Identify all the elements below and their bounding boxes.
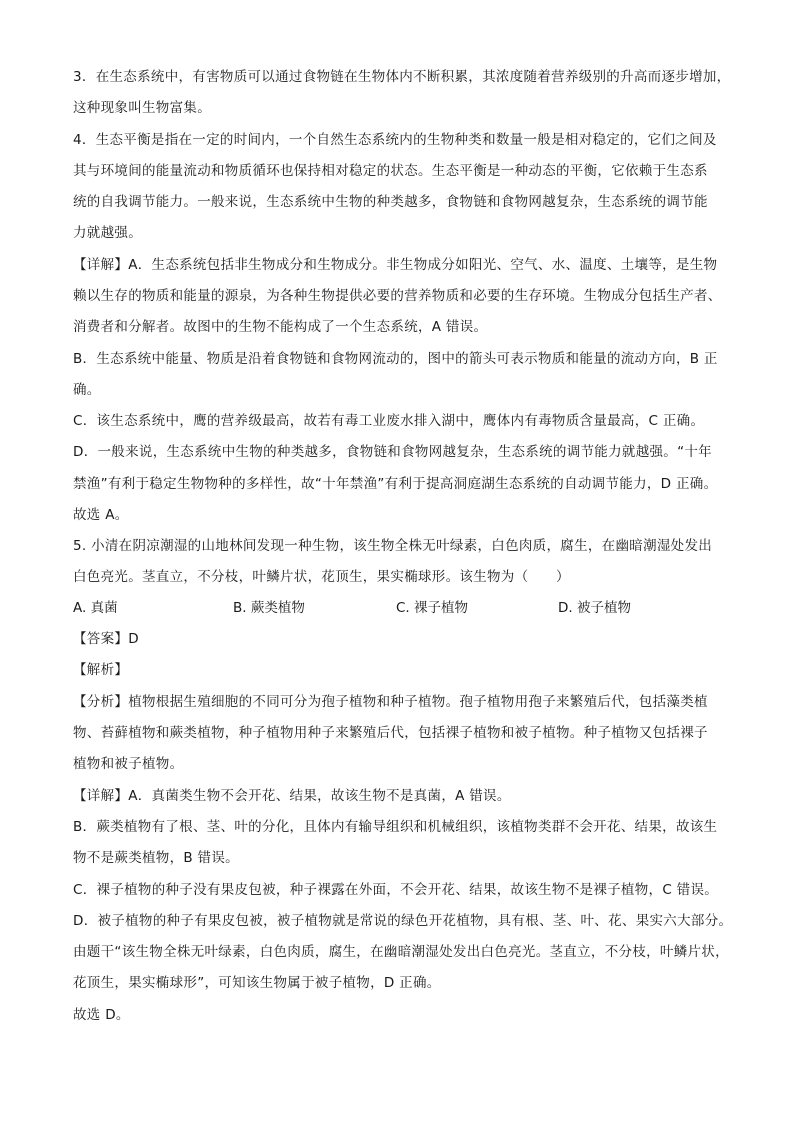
text-line: 确。 bbox=[73, 382, 101, 398]
text-line: 花顶生，果实椭球形”，可知该生物属于被子植物，D 正确。 bbox=[73, 975, 441, 991]
option-d: D. 被子植物 bbox=[558, 600, 631, 616]
text-line: 5. 小清在阴凉潮湿的山地林间发现一种生物，该生物全株无叶绿素，白色肉质，腐生，在幽暗潮湿处发出 bbox=[73, 538, 713, 554]
analysis-label: 【解析】 bbox=[73, 662, 129, 678]
option-a: A. 真菌 bbox=[73, 600, 118, 616]
text-line: 物不是蕨类植物，B 错误。 bbox=[73, 850, 239, 866]
text-line: 由题干“该生物全株无叶绿素，白色肉质，腐生，在幽暗潮湿处发出白色亮光。茎直立，不分枝，叶鳞片状， bbox=[73, 944, 729, 960]
text-line: 故选 D。 bbox=[73, 1007, 130, 1023]
text-line: D．被子植物的种子有果皮包被，被子植物就是常说的绿色开花植物，具有根、茎、叶、花、果实六大部分。 bbox=[73, 913, 733, 929]
text-line: 4．生态平衡是指在一定的时间内，一个自然生态系统内的生物种类和数量一般是相对稳定的，它们之间及 bbox=[73, 132, 717, 148]
text-line: 禁渔”有利于稳定生物物种的多样性，故“十年禁渔”有利于提高洞庭湖生态系统的自动调节能力，D 正确。 bbox=[73, 476, 718, 492]
text-line: 白色亮光。茎直立，不分枝，叶鳞片状，花顶生，果实椭球形。该生物为（ ） bbox=[73, 569, 570, 585]
text-line: 【分析】植物根据生殖细胞的不同可分为孢子植物和种子植物。孢子植物用孢子来繁殖后代，包括藻类植 bbox=[73, 694, 708, 710]
text-line: 消费者和分解者。故图中的生物不能构成了一个生态系统，A 错误。 bbox=[73, 319, 488, 335]
text-line: 统的自我调节能力。一般来说，生态系统中生物的种类越多，食物链和食物网越复杂，生态系统的调节能 bbox=[73, 194, 708, 210]
text-line: 其与环境间的能量流动和物质循环也保持相对稳定的状态。生态平衡是一种动态的平衡，它依赖于生态系 bbox=[73, 163, 708, 179]
text-line: 3．在生态系统中，有害物质可以通过食物链在生物体内不断积累，其浓度随着营养级别的升高而逐步增加， bbox=[73, 69, 731, 85]
text-line: C．该生态系统中，鹰的营养级最高，故若有毒工业废水排入湖中，鹰体内有毒物质含量最高，C 正确。 bbox=[73, 413, 705, 429]
answer-label: 【答案】D bbox=[73, 631, 139, 647]
text-line: 【详解】A．真菌类生物不会开花、结果，故该生物不是真菌，A 错误。 bbox=[73, 788, 511, 804]
text-line: C．裸子植物的种子没有果皮包被，种子裸露在外面，不会开花、结果，故该生物不是裸子植物，C 错误。 bbox=[73, 882, 719, 898]
text-line: 这种现象叫生物富集。 bbox=[73, 100, 211, 116]
text-line: D．一般来说，生态系统中生物的种类越多，食物链和食物网越复杂，生态系统的调节能力就越强。“十年 bbox=[73, 444, 712, 460]
option-c: C. 裸子植物 bbox=[396, 600, 469, 616]
text-line: 物、苔藓植物和蕨类植物，种子植物用种子来繁殖后代，包括裸子植物和被子植物。种子植物又包括裸子 bbox=[73, 725, 708, 741]
text-line: 【详解】A．生态系统包括非生物成分和生物成分。非生物成分如阳光、空气、水、温度、土壤等，是生物 bbox=[73, 257, 718, 273]
text-line: B．生态系统中能量、物质是沿着食物链和食物网流动的，图中的箭头可表示物质和能量的流动方向，B 正 bbox=[73, 351, 718, 367]
text-line: 故选 A。 bbox=[73, 507, 129, 523]
text-line: B．蕨类植物有了根、茎、叶的分化，且体内有输导组织和机械组织，该植物类群不会开花、结果，故该生 bbox=[73, 819, 718, 835]
text-line: 赖以生存的物质和能量的源泉，为各种生物提供必要的营养物质和必要的生存环境。生物成分包括生产者、 bbox=[73, 288, 722, 304]
text-line: 植物和被子植物。 bbox=[73, 756, 184, 772]
text-line: 力就越强。 bbox=[73, 225, 142, 241]
option-b: B. 蕨类植物 bbox=[233, 600, 305, 616]
